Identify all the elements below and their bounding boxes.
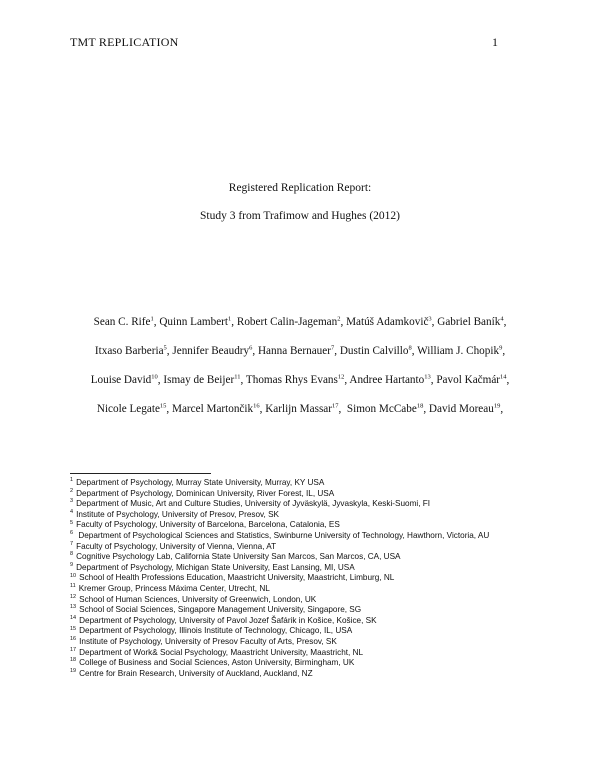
footnote-number: 8 (70, 551, 74, 558)
report-title: Registered Replication Report: (228, 182, 372, 194)
footnote-text: Department of Psychology, Michigan State University, East Lansing, MI, USA (76, 562, 355, 572)
footnote (70, 478, 550, 489)
footnote-text: Department of Work& Social Psychology, Maastricht University, Maastricht, NL (79, 647, 364, 657)
footnote-text: Cognitive Psychology Lab, California State University San Marcos, San Marcos, CA, USA (76, 552, 401, 562)
author (159, 316, 237, 328)
footnote-text: Department of Psychological Sciences and Statistics, Swinburne University of Technology, Hawthorn, Victoria, AU (76, 530, 490, 540)
author-name: Sean C. Rife (93, 316, 151, 328)
footnote (70, 637, 550, 648)
author-name: Louise David (90, 374, 152, 386)
footnote (70, 542, 550, 553)
author (340, 345, 417, 357)
footnote-number: 15 (70, 625, 77, 632)
footnote-number: 12 (70, 593, 77, 600)
author-separator: , (166, 403, 173, 415)
author-separator: , (340, 316, 347, 328)
author-name: Karlijn Massar (265, 403, 332, 415)
footnote (70, 520, 550, 531)
footnote-number: 6 (70, 530, 74, 537)
author-name: Pavol Kačmár (436, 374, 501, 386)
affiliation-marker: 14 (500, 373, 507, 381)
footnote-number: 10 (70, 572, 77, 579)
author-name: Robert Calin-Jageman (236, 316, 338, 328)
author (436, 374, 509, 386)
author-line (40, 402, 560, 431)
footnote (70, 595, 550, 606)
footnote-rule (70, 473, 211, 474)
affiliation-marker: 16 (253, 402, 260, 410)
author (429, 403, 503, 415)
affiliation-marker: 4 (500, 315, 504, 323)
footnote (70, 658, 550, 669)
affiliation-marker: 11 (234, 373, 241, 381)
author (346, 316, 437, 328)
footnote (70, 573, 550, 584)
author-separator: , (157, 374, 164, 386)
footnote-number: 18 (70, 657, 77, 664)
affiliation-marker: 13 (424, 373, 431, 381)
footnote-number: 11 (70, 583, 76, 590)
footnote (70, 499, 550, 510)
author (258, 345, 340, 357)
footnote-number: 9 (70, 562, 74, 569)
footnote (70, 605, 550, 616)
affiliation-marker: 8 (408, 344, 412, 352)
footnote (70, 648, 550, 659)
footnote-text: Kremer Group, Princess Máxima Center, Utrecht, NL (78, 583, 270, 593)
footnote (70, 616, 550, 627)
footnote-text: School of Health Professions Education, Maastricht University, Maastricht, Limburg, NL (79, 573, 395, 583)
page-number: 1 (492, 35, 498, 49)
author-name: Ismay de Beijer (163, 374, 235, 386)
author-name: Hanna Bernauer (257, 345, 331, 357)
author-separator: , (166, 345, 173, 357)
author-separator: , (240, 374, 246, 386)
footnote (70, 489, 550, 500)
affiliation-marker: 10 (151, 373, 158, 381)
footnote-text: Department of Music, Art and Culture Studies, University of Jyväskylä, Jyvaskyla, Keski-Suomi, FI (76, 499, 431, 509)
author-separator: , (431, 316, 438, 328)
footnote-text: Department of Psychology, Illinois Institute of Technology, Chicago, IL, USA (79, 626, 353, 636)
affiliation-marker: 17 (332, 402, 339, 410)
affiliation-marker: 18 (416, 402, 424, 410)
author-separator: , (500, 403, 504, 415)
affiliation-marker: 9 (499, 344, 503, 352)
footnote-list (70, 478, 550, 679)
footnote-text: Faculty of Psychology, University of Barcelona, Barcelona, Catalonia, ES (76, 520, 340, 530)
footnote-number: 14 (70, 614, 77, 621)
footnote-number: 3 (70, 498, 74, 505)
author (91, 374, 164, 386)
author-separator: , (153, 316, 160, 328)
author-name: Andree Hartanto (349, 374, 425, 386)
footnote (70, 531, 550, 542)
footnote-text: School of Social Sciences, Singapore Management University, Singapore, SG (79, 605, 362, 615)
footnote-number: 2 (70, 487, 74, 494)
author-name: Jennifer Beaudry (172, 345, 250, 357)
footnote-text: School of Human Sciences, University of Greenwich, London, UK (79, 594, 317, 604)
author-name: Thomas Rhys Evans (245, 374, 338, 386)
author-line (40, 344, 560, 373)
author-separator: , (259, 403, 266, 415)
affiliation-marker: 19 (493, 402, 501, 410)
affiliation-marker: 1 (150, 315, 154, 323)
footnote-number: 4 (70, 509, 74, 516)
author (94, 316, 160, 328)
footnote-number: 17 (70, 646, 77, 653)
affiliation-marker: 3 (428, 315, 432, 323)
author (437, 316, 506, 328)
author-name: Marcel Martončik (172, 403, 254, 415)
author (347, 403, 429, 415)
footnote-number: 5 (70, 519, 74, 526)
author-name: Itxaso Barberia (94, 345, 164, 357)
author-name: William J. Chopik (417, 345, 500, 357)
footnote-text: Department of Psychology, Dominican University, River Forest, IL, USA (76, 488, 335, 498)
author-separator: , (503, 316, 507, 328)
author-separator: , (411, 345, 418, 357)
author-name: Gabriel Baník (437, 316, 501, 328)
footnote (70, 510, 550, 521)
footnote-text: Department of Psychology, Murray State University, Murray, KY USA (76, 478, 325, 487)
author-separator: , (344, 374, 350, 386)
footnote-number: 1 (70, 477, 74, 484)
footnote (70, 563, 550, 574)
author-line (40, 315, 560, 344)
author-separator: , (231, 316, 237, 328)
footnote-text: Department of Psychology, University of Pavol Jozef Šafárik in Košice, Košice, SK (79, 615, 377, 625)
affiliation-marker: 7 (330, 344, 335, 352)
author-line (40, 373, 560, 402)
footnote-text: Centre for Brain Research, University of Auckland, Auckland, NZ (79, 668, 313, 678)
author (237, 316, 346, 328)
author-separator: , (506, 374, 510, 386)
footnote (70, 584, 550, 595)
author (95, 345, 173, 357)
affiliation-marker: 5 (163, 344, 167, 352)
footnote-text: Institute of Psychology, University of Presov, Presov, SK (76, 509, 280, 519)
footnote (70, 552, 550, 563)
author (417, 345, 505, 357)
author (163, 374, 246, 386)
footnote-text: College of Business and Social Sciences, Aston University, Birmingham, UK (79, 658, 355, 668)
author-list (40, 315, 560, 431)
author-name: David Moreau (428, 403, 494, 415)
report-subtitle: Study 3 from Trafimow and Hughes (2012) (200, 210, 400, 222)
author (172, 403, 265, 415)
author-name: Quinn Lambert (159, 316, 229, 328)
affiliation-marker: 12 (337, 373, 345, 381)
affiliation-marker: 2 (337, 315, 341, 323)
author-separator: , (338, 403, 347, 415)
footnote (70, 669, 550, 680)
author-name: Matúš Adamkovič (346, 316, 429, 328)
author (246, 374, 349, 386)
footnote-number: 19 (70, 667, 77, 674)
affiliation-marker: 6 (249, 344, 253, 352)
author-separator: , (252, 345, 258, 357)
author (172, 345, 258, 357)
author-separator: , (334, 345, 340, 357)
footnote-number: 16 (70, 636, 77, 643)
footnote-text: Faculty of Psychology, University of Vienna, Vienna, AT (76, 541, 277, 551)
author-separator: , (502, 345, 506, 357)
affiliation-marker: 1 (228, 315, 232, 323)
running-head: TMT REPLICATION (70, 35, 179, 49)
affiliation-marker: 15 (159, 402, 167, 410)
author-separator: , (430, 374, 437, 386)
footnote-number: 13 (70, 604, 77, 611)
footnote-text: Institute of Psychology, University of Presov Faculty of Arts, Presov, SK (79, 636, 337, 646)
author-name: Simon McCabe (346, 403, 417, 415)
author (265, 403, 347, 415)
footnote (70, 626, 550, 637)
author (97, 403, 172, 415)
footnote-number: 7 (70, 540, 74, 547)
author-name: Nicole Legate (96, 403, 160, 415)
author-name: Dustin Calvillo (339, 345, 409, 357)
author-separator: , (423, 403, 429, 415)
author (349, 374, 436, 386)
